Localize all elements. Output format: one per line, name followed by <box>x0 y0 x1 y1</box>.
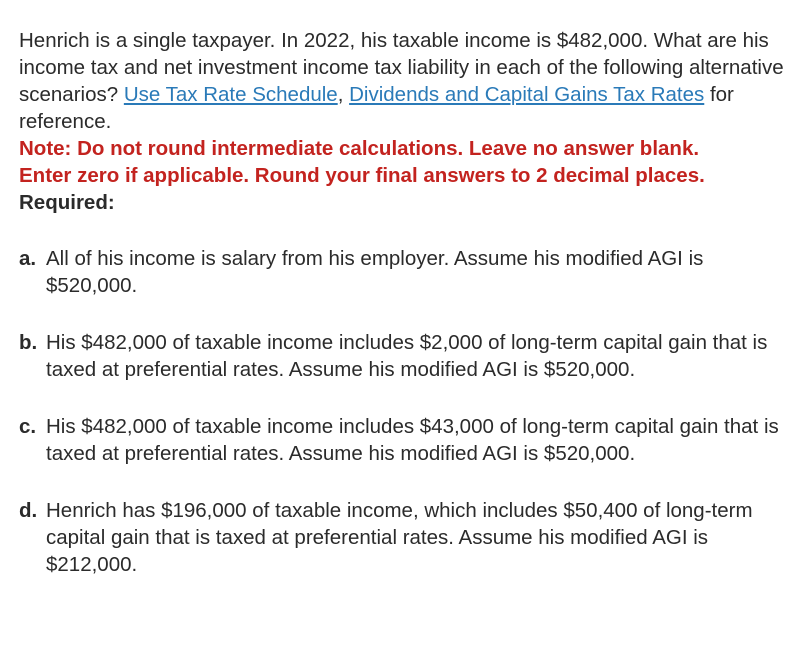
question-intro <box>19 27 799 135</box>
scenario-text: Henrich has $196,000 of taxable income, which includes $50,400 of long-term capital gain that is taxed at preferential rates. Assume his modified AGI is $212,000. <box>46 499 753 576</box>
scenario-letter: b. <box>19 331 38 354</box>
scenario-text: His $482,000 of taxable income includes $2,000 of long-term capital gain that is taxed at preferential rates. Assume his modified AGI is $520,000. <box>46 331 768 381</box>
note-line-1: Note: Do not round intermediate calculations. Leave no answer blank. <box>19 137 700 160</box>
link-separator: , <box>337 83 350 106</box>
dividends-capital-gains-link[interactable]: Dividends and Capital Gains Tax Rates <box>349 83 705 106</box>
scenario-text: His $482,000 of taxable income includes $43,000 of long-term capital gain that is taxed at preferential rates. Assume his modified AGI is $520,000. <box>46 415 779 465</box>
tax-rate-schedule-link[interactable]: Use Tax Rate Schedule <box>123 83 338 106</box>
scenario-a <box>19 245 799 299</box>
question-container <box>19 27 799 608</box>
scenario-letter: d. <box>19 499 38 522</box>
required-label: Required: <box>19 191 115 214</box>
scenario-letter: a. <box>19 247 37 270</box>
note-line-2: Enter zero if applicable. Round your final answers to 2 decimal places. <box>19 164 705 187</box>
intro-text: Henrich is a single taxpayer. In 2022, his taxable income is $482,000. What are his income tax and net investment income tax liability in each of the following alternative scenarios? <box>19 29 784 106</box>
scenario-b <box>19 329 799 383</box>
scenario-c <box>19 413 799 467</box>
scenario-text: All of his income is salary from his employer. Assume his modified AGI is $520,000. <box>46 247 704 297</box>
intro-text-end: for reference. <box>19 83 734 133</box>
scenario-list <box>19 245 799 578</box>
scenario-d <box>19 497 799 578</box>
instruction-note <box>19 135 799 189</box>
scenario-letter: c. <box>19 415 37 438</box>
